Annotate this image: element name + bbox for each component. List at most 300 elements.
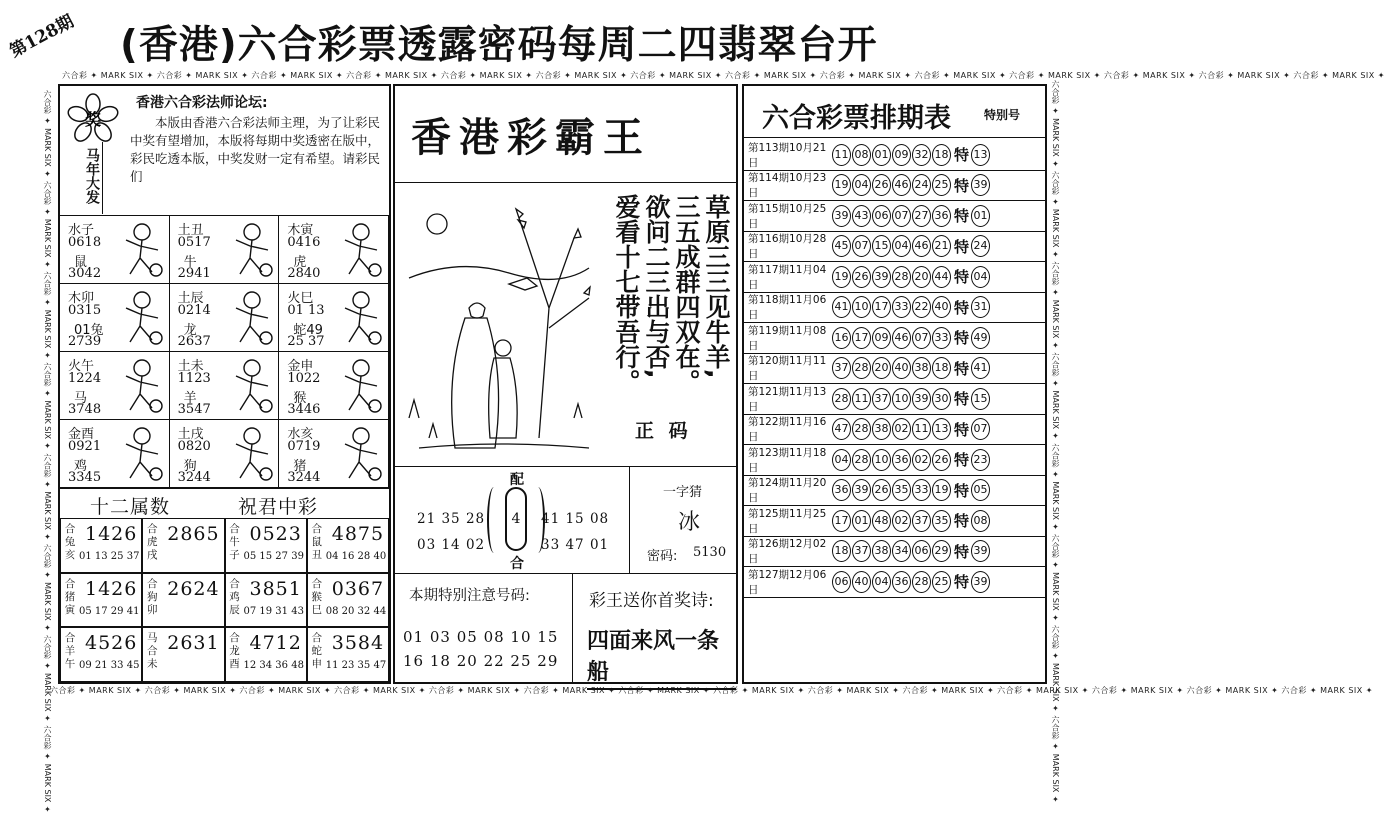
slogan: 马年大发 xyxy=(84,148,100,204)
schedule-period: 第123期11月18日 xyxy=(748,446,827,474)
he-cell xyxy=(307,627,389,682)
schedule-special-ball: 24 xyxy=(971,235,990,257)
schedule-ball: 04 xyxy=(872,571,891,593)
schedule-ball: 27 xyxy=(912,205,931,227)
he-cell xyxy=(225,573,307,628)
cartoon-figure-icon xyxy=(118,220,164,280)
cartoon-figure-icon xyxy=(337,220,383,280)
he-small-numbers: 04 16 28 40 xyxy=(325,551,387,562)
cartoon-figure-icon xyxy=(228,356,274,416)
schedule-ball: 26 xyxy=(852,266,871,288)
zodiac-cell xyxy=(279,284,389,352)
pair-center: 4 xyxy=(505,487,527,551)
zodiac-cell xyxy=(60,284,170,352)
pair-section xyxy=(395,466,736,574)
schedule-ball: 07 xyxy=(852,235,871,257)
schedule-ball: 07 xyxy=(892,205,911,227)
he-small-numbers: 09 21 33 45 xyxy=(79,660,140,672)
schedule-te: 特 xyxy=(954,237,970,256)
poem-box-line: 四面来风一条船 xyxy=(587,624,736,690)
he-big-number: 1426 xyxy=(85,523,138,545)
pair-top-label: 配 xyxy=(510,472,524,488)
he-cell xyxy=(60,627,142,682)
schedule-ball: 28 xyxy=(832,388,851,410)
zodiac-animal: 龙 xyxy=(183,323,197,338)
schedule-row xyxy=(744,140,1045,171)
zodiac-num-1: 1123 xyxy=(177,371,211,386)
schedule-ball: 38 xyxy=(872,540,891,562)
he-grid xyxy=(60,518,389,682)
schedule-te: 特 xyxy=(954,329,970,348)
schedule-title: 六合彩票排期表 xyxy=(762,103,951,134)
schedule-ball: 02 xyxy=(892,510,911,532)
he-cell xyxy=(60,573,142,628)
schedule-ball: 09 xyxy=(872,327,891,349)
illustration xyxy=(399,188,599,463)
zodiac-animal: 狗 xyxy=(183,459,197,474)
schedule-ball: 19 xyxy=(832,266,851,288)
zodiac-animal: 猴 xyxy=(293,391,307,406)
cartoon-figure-icon xyxy=(118,424,164,484)
schedule-subtitle: 特别号 xyxy=(984,108,1021,122)
zodiac-animal: 蛇49 xyxy=(293,323,323,338)
guess-char: 冰 xyxy=(678,510,701,535)
zodiac-name: 火午 xyxy=(68,359,95,374)
schedule-ball: 25 xyxy=(932,571,951,593)
zodiac-num-2: 3244 xyxy=(287,470,321,485)
schedule-ball: 46 xyxy=(912,235,931,257)
zodiac-cell xyxy=(170,216,280,284)
schedule-ball: 26 xyxy=(932,449,951,471)
zodiac-cell xyxy=(60,352,170,420)
schedule-te: 特 xyxy=(954,359,970,378)
zodiac-animal: 鼠 xyxy=(74,255,88,270)
he-big-number: 2624 xyxy=(167,577,220,600)
schedule-period: 第115期10月25日 xyxy=(748,202,827,230)
schedule-ball: 35 xyxy=(892,479,911,501)
he-big-number: 2865 xyxy=(167,523,220,545)
zodiac-animal: 鸡 xyxy=(74,459,88,474)
schedule-ball: 11 xyxy=(912,418,931,440)
zodiac-cell xyxy=(279,352,389,420)
zodiac-cell xyxy=(60,420,170,488)
schedule-ball: 36 xyxy=(832,479,851,501)
schedule-te: 特 xyxy=(954,390,970,409)
zheng-ma: 正 码 xyxy=(635,420,692,442)
cartoon-figure-icon xyxy=(228,220,274,280)
zodiac-cell xyxy=(279,216,389,284)
schedule-period: 第121期11月13日 xyxy=(748,385,827,413)
special-heading: 本期特别注意号码: xyxy=(409,588,530,604)
slogan-divider xyxy=(102,142,120,214)
schedule-special-ball: 05 xyxy=(971,479,990,501)
special-row-2: 16 18 20 22 25 29 xyxy=(403,652,559,670)
schedule-ball: 40 xyxy=(852,571,871,593)
schedule-ball: 02 xyxy=(892,418,911,440)
schedule-ball: 01 xyxy=(872,144,891,166)
zodiac-cell xyxy=(170,420,280,488)
he-label: 合羊午 xyxy=(64,632,76,671)
schedule-period: 第124期11月20日 xyxy=(748,477,827,505)
schedule-special-ball: 49 xyxy=(971,327,990,349)
schedule-period: 第118期11月06日 xyxy=(748,294,827,322)
zodiac-name: 金申 xyxy=(287,359,314,374)
schedule-ball: 22 xyxy=(912,296,931,318)
schedule-panel xyxy=(742,84,1047,684)
zodiac-grid xyxy=(60,216,389,488)
schedule-ball: 39 xyxy=(872,266,891,288)
schedule-row xyxy=(744,567,1045,598)
zodiac-num-1: 0921 xyxy=(68,439,102,454)
schedule-ball: 46 xyxy=(892,174,911,196)
he-small-numbers: 08 20 32 44 xyxy=(325,605,387,617)
schedule-special-ball: 01 xyxy=(971,205,990,227)
wish-label: 祝君中彩 xyxy=(238,496,319,518)
schedule-ball: 16 xyxy=(832,327,851,349)
zodiac-name: 水亥 xyxy=(287,427,314,442)
schedule-row xyxy=(744,323,1045,354)
zodiac-cell xyxy=(170,284,280,352)
schedule-special-ball: 41 xyxy=(971,357,990,379)
zodiac-name: 木寅 xyxy=(287,223,314,238)
zodiac-num-2: 3244 xyxy=(177,470,211,485)
poem-line: 草原三三见牛羊, xyxy=(702,194,731,379)
zodiac-num-1: 0618 xyxy=(68,235,102,250)
he-big-number: 0367 xyxy=(331,577,385,600)
schedule-ball: 38 xyxy=(912,357,931,379)
schedule-ball: 28 xyxy=(892,266,911,288)
schedule-ball: 26 xyxy=(872,479,891,501)
zodiac-num-1: 0719 xyxy=(287,439,321,454)
schedule-ball: 10 xyxy=(872,449,891,471)
zodiac-num-1: 0416 xyxy=(287,235,321,250)
special-row-1: 01 03 05 08 10 15 xyxy=(403,628,559,646)
he-big-number: 3851 xyxy=(249,577,302,600)
he-big-number: 4526 xyxy=(85,632,138,655)
schedule-ball: 06 xyxy=(872,205,891,227)
schedule-ball: 17 xyxy=(832,510,851,532)
cartoon-figure-icon xyxy=(337,288,383,348)
schedule-ball: 28 xyxy=(852,418,871,440)
schedule-period: 第116期10月28日 xyxy=(748,233,827,261)
left-panel xyxy=(58,84,391,684)
zodiac-name: 土戌 xyxy=(177,427,204,442)
schedule-period: 第113期10月21日 xyxy=(748,141,827,169)
schedule-period: 第114期10月23日 xyxy=(748,172,827,200)
schedule-te: 特 xyxy=(954,146,970,165)
schedule-ball: 26 xyxy=(872,174,891,196)
zodiac-num-2: 3446 xyxy=(287,402,321,417)
cartoon-figure-icon xyxy=(228,288,274,348)
pair-right-row-1: 41 15 08 xyxy=(541,511,610,527)
schedule-period: 第127期12月06日 xyxy=(748,568,827,596)
schedule-row xyxy=(744,506,1045,537)
schedule-te: 特 xyxy=(954,573,970,592)
he-label: 合猪寅 xyxy=(64,577,76,616)
schedule-row xyxy=(744,384,1045,415)
schedule-ball: 28 xyxy=(912,571,931,593)
he-label: 合虎戌 xyxy=(147,523,158,561)
he-label: 合鸡辰 xyxy=(229,577,240,616)
schedule-special-ball: 07 xyxy=(971,418,990,440)
he-cell xyxy=(225,518,307,573)
schedule-row xyxy=(744,232,1045,263)
schedule-ball: 47 xyxy=(832,418,851,440)
schedule-te: 特 xyxy=(954,268,970,287)
schedule-ball: 11 xyxy=(832,144,851,166)
zodiac-cell xyxy=(170,352,280,420)
he-label: 合蛇申 xyxy=(311,632,322,671)
schedule-period: 第126期12月02日 xyxy=(748,538,827,566)
zodiac-name: 土未 xyxy=(177,359,204,374)
schedule-ball: 33 xyxy=(912,479,931,501)
he-label: 合兔亥 xyxy=(64,523,76,561)
schedule-ball: 11 xyxy=(852,388,871,410)
he-small-numbers: 05 17 29 41 xyxy=(79,605,140,617)
zodiac-num-2: 3748 xyxy=(68,402,102,417)
zodiac-name: 金酉 xyxy=(68,427,95,442)
schedule-ball: 07 xyxy=(912,327,931,349)
schedule-ball: 41 xyxy=(832,296,851,318)
zodiac-animal: 猪 xyxy=(293,459,307,474)
schedule-ball: 18 xyxy=(932,357,951,379)
schedule-period: 第117期11月04日 xyxy=(748,263,827,291)
he-big-number: 2631 xyxy=(167,632,220,655)
zodiac-num-2: 2739 xyxy=(68,334,102,349)
pair-left-row-1: 21 35 28 xyxy=(417,511,486,527)
he-small-numbers: 05 15 27 39 xyxy=(243,551,304,562)
schedule-row xyxy=(744,445,1045,476)
schedule-te: 特 xyxy=(954,207,970,226)
cartoon-figure-icon xyxy=(337,424,383,484)
he-cell xyxy=(142,518,224,573)
poem-box-heading: 彩王送你首奖诗: xyxy=(589,591,714,611)
zodiac-num-1: 0820 xyxy=(177,439,211,454)
schedule-ball: 18 xyxy=(932,144,951,166)
schedule-te: 特 xyxy=(954,298,970,317)
zodiac-animal: 马 xyxy=(74,391,88,406)
schedule-ball: 04 xyxy=(892,235,911,257)
zodiac-cell xyxy=(60,216,170,284)
schedule-ball: 43 xyxy=(852,205,871,227)
schedule-row xyxy=(744,171,1045,202)
schedule-ball: 38 xyxy=(872,418,891,440)
he-small-numbers: 01 13 25 37 xyxy=(79,551,140,562)
pair-box xyxy=(395,467,630,573)
schedule-special-ball: 13 xyxy=(971,144,990,166)
schedule-period: 第119期11月08日 xyxy=(748,324,827,352)
schedule-ball: 39 xyxy=(852,479,871,501)
schedule-ball: 19 xyxy=(932,479,951,501)
schedule-ball: 08 xyxy=(852,144,871,166)
schedule-ball: 40 xyxy=(892,357,911,379)
he-label: 马合未 xyxy=(147,632,158,671)
zodiac-name: 土丑 xyxy=(177,223,204,238)
zodiac-num-1: 1022 xyxy=(287,371,321,386)
schedule-ball: 20 xyxy=(912,266,931,288)
zodiac-num-1: 0517 xyxy=(177,235,211,250)
schedule-ball: 39 xyxy=(912,388,931,410)
schedule-ball: 21 xyxy=(932,235,951,257)
zodiac-name: 火巳 xyxy=(287,291,314,306)
he-label: 合狗卯 xyxy=(147,577,158,616)
label-row xyxy=(60,488,389,516)
schedule-ball: 28 xyxy=(852,449,871,471)
he-big-number: 1426 xyxy=(85,577,138,600)
schedule-ball: 36 xyxy=(932,205,951,227)
schedule-special-ball: 23 xyxy=(971,449,990,471)
zodiac-animal: 01兔 xyxy=(74,323,104,338)
he-big-number: 4875 xyxy=(331,523,385,545)
bottom-strip: 六合彩 ✦ MARK SIX ✦ 六合彩 ✦ MARK SIX ✦ 六合彩 ✦ MARK SIX ✦ 六合彩 ✦ MARK SIX ✦ 六合彩 ✦ MARK SIX ✦ 六合彩 ✦ MARK SIX ✦ 六合彩 ✦ MARK SIX ✦ 六合彩 ✦ MARK SIX ✦ 六合彩 ✦ MARK SIX ✦ 六合彩 ✦ MARK SIX ✦ 六合彩 ✦ MARK SIX ✦ 六合彩 ✦ MARK SIX ✦ 六合彩 ✦ MARK SIX ✦ 六合彩 ✦ MARK SIX ✦ xyxy=(50,686,1374,695)
cartoon-figure-icon xyxy=(228,424,274,484)
schedule-special-ball: 39 xyxy=(971,540,990,562)
he-small-numbers: 11 23 35 47 xyxy=(325,660,387,672)
schedule-row xyxy=(744,415,1045,446)
schedule-ball: 33 xyxy=(932,327,951,349)
forum-heading: 香港六合彩法师论坛: xyxy=(136,95,268,111)
schedule-ball: 48 xyxy=(872,510,891,532)
zodiac-num-1: 01 13 xyxy=(287,303,325,318)
schedule-ball: 29 xyxy=(932,540,951,562)
schedule-ball: 35 xyxy=(932,510,951,532)
zodiac-animal: 虎 xyxy=(293,255,307,270)
issue-tag: 第128期 xyxy=(6,11,78,62)
special-box xyxy=(395,574,573,682)
poem-line: 欲问二三出与否, xyxy=(642,194,671,379)
he-label: 合猴巳 xyxy=(311,577,322,616)
left-strip: 六合彩 ✦ MARK SIX ✦ 六合彩 ✦ MARK SIX ✦ 六合彩 ✦ MARK SIX ✦ 六合彩 ✦ MARK SIX ✦ 六合彩 ✦ MARK SIX ✦ 六合彩 ✦ MARK SIX ✦ 六合彩 ✦ MARK SIX ✦ 六合彩 ✦ MARK SIX ✦ xyxy=(43,90,52,814)
schedule-te: 特 xyxy=(954,542,970,561)
forum-body: 本版由香港六合彩法师主理，为了让彩民中奖有望增加，本版将每期中奖透密在版中，彩民吃透本版，中奖发财一定有希望。请彩民们 xyxy=(130,115,381,184)
schedule-ball: 39 xyxy=(832,205,851,227)
schedule-ball: 32 xyxy=(912,144,931,166)
zodiac-num-1: 1224 xyxy=(68,371,102,386)
schedule-period: 第120期11月11日 xyxy=(748,355,827,383)
guess-label: 一字猜 xyxy=(663,485,703,500)
schedule-ball: 34 xyxy=(892,540,911,562)
schedule-ball: 01 xyxy=(852,510,871,532)
he-big-number: 3584 xyxy=(331,632,385,655)
logo-char: 奖 xyxy=(84,110,102,129)
zodiac-animal: 羊 xyxy=(183,391,197,406)
schedule-ball: 04 xyxy=(852,174,871,196)
schedule-ball: 30 xyxy=(932,388,951,410)
he-label: 合牛子 xyxy=(229,523,240,561)
schedule-ball: 10 xyxy=(892,388,911,410)
zodiac-animal: 牛 xyxy=(183,255,197,270)
zodiac-num-2: 2840 xyxy=(287,266,321,281)
he-cell xyxy=(225,627,307,682)
he-cell xyxy=(307,573,389,628)
zodiac-num-2: 3547 xyxy=(177,402,211,417)
schedule-te: 特 xyxy=(954,420,970,439)
pair-right-row-2: 33 47 01 xyxy=(541,537,610,553)
he-cell xyxy=(142,573,224,628)
he-big-number: 0523 xyxy=(249,523,302,545)
schedule-ball: 25 xyxy=(932,174,951,196)
schedule-te: 特 xyxy=(954,451,970,470)
schedule-ball: 06 xyxy=(912,540,931,562)
flower-icon xyxy=(66,92,120,146)
schedule-ball: 10 xyxy=(852,296,871,318)
schedule-ball: 33 xyxy=(892,296,911,318)
zodiac-num-2: 2637 xyxy=(177,334,211,349)
schedule-ball: 18 xyxy=(832,540,851,562)
schedule-ball: 04 xyxy=(832,449,851,471)
schedule-row xyxy=(744,354,1045,385)
schedule-period: 第122期11月16日 xyxy=(748,416,827,444)
pair-left-row-2: 03 14 02 xyxy=(417,537,486,553)
schedule-ball: 06 xyxy=(832,571,851,593)
schedule-special-ball: 39 xyxy=(971,571,990,593)
schedule-ball: 45 xyxy=(832,235,851,257)
schedule-ball: 20 xyxy=(872,357,891,379)
schedule-special-ball: 31 xyxy=(971,296,990,318)
schedule-ball: 09 xyxy=(892,144,911,166)
schedule-header xyxy=(744,86,1045,138)
schedule-ball: 40 xyxy=(932,296,951,318)
zodiac-num-1: 0315 xyxy=(68,303,102,318)
he-label: 合鼠丑 xyxy=(311,523,322,561)
schedule-ball: 15 xyxy=(872,235,891,257)
schedule-ball: 37 xyxy=(912,510,931,532)
cartoon-figure-icon xyxy=(118,356,164,416)
schedule-ball: 17 xyxy=(852,327,871,349)
shengxiao-label: 十二属数 xyxy=(90,496,171,518)
schedule-ball: 17 xyxy=(872,296,891,318)
flower-logo xyxy=(66,92,120,146)
schedule-ball: 36 xyxy=(892,449,911,471)
schedule-row xyxy=(744,262,1045,293)
schedule-ball: 19 xyxy=(832,174,851,196)
he-cell xyxy=(60,518,142,573)
he-small-numbers: 07 19 31 43 xyxy=(243,605,304,617)
he-label: 合龙酉 xyxy=(229,632,240,671)
schedule-ball: 37 xyxy=(852,540,871,562)
middle-panel xyxy=(393,84,738,684)
schedule-ball: 37 xyxy=(832,357,851,379)
forum-section xyxy=(60,86,389,216)
schedule-ball: 37 xyxy=(872,388,891,410)
pair-bottom-label: 合 xyxy=(510,556,524,572)
schedule-rows xyxy=(744,140,1045,598)
poem-line: 三五成群四双在。 xyxy=(672,194,701,394)
king-title: 香港彩霸王 xyxy=(411,114,651,161)
schedule-ball: 28 xyxy=(852,357,871,379)
schedule-special-ball: 39 xyxy=(971,174,990,196)
zodiac-num-2: 3042 xyxy=(68,266,102,281)
cartoon-figure-icon xyxy=(118,288,164,348)
schedule-ball: 24 xyxy=(912,174,931,196)
schedule-special-ball: 08 xyxy=(971,510,990,532)
schedule-special-ball: 15 xyxy=(971,388,990,410)
zodiac-num-1: 0214 xyxy=(177,303,211,318)
paren-left xyxy=(487,487,501,553)
main-title: (香港)六合彩票透露密码每周二四翡翠台开 xyxy=(120,23,878,68)
zodiac-cell xyxy=(279,420,389,488)
schedule-ball: 46 xyxy=(892,327,911,349)
zodiac-num-2: 25 37 xyxy=(287,334,325,349)
schedule-row xyxy=(744,201,1045,232)
zodiac-num-2: 2941 xyxy=(177,266,211,281)
right-strip: 六合彩 ✦ MARK SIX ✦ 六合彩 ✦ MARK SIX ✦ 六合彩 ✦ MARK SIX ✦ 六合彩 ✦ MARK SIX ✦ 六合彩 ✦ MARK SIX ✦ 六合彩 ✦ MARK SIX ✦ 六合彩 ✦ MARK SIX ✦ 六合彩 ✦ MARK SIX ✦ xyxy=(1051,80,1060,804)
schedule-te: 特 xyxy=(954,512,970,531)
zodiac-num-2: 3345 xyxy=(68,470,102,485)
zodiac-name: 水子 xyxy=(68,223,95,238)
zodiac-name: 木卯 xyxy=(68,291,95,306)
he-cell xyxy=(307,518,389,573)
